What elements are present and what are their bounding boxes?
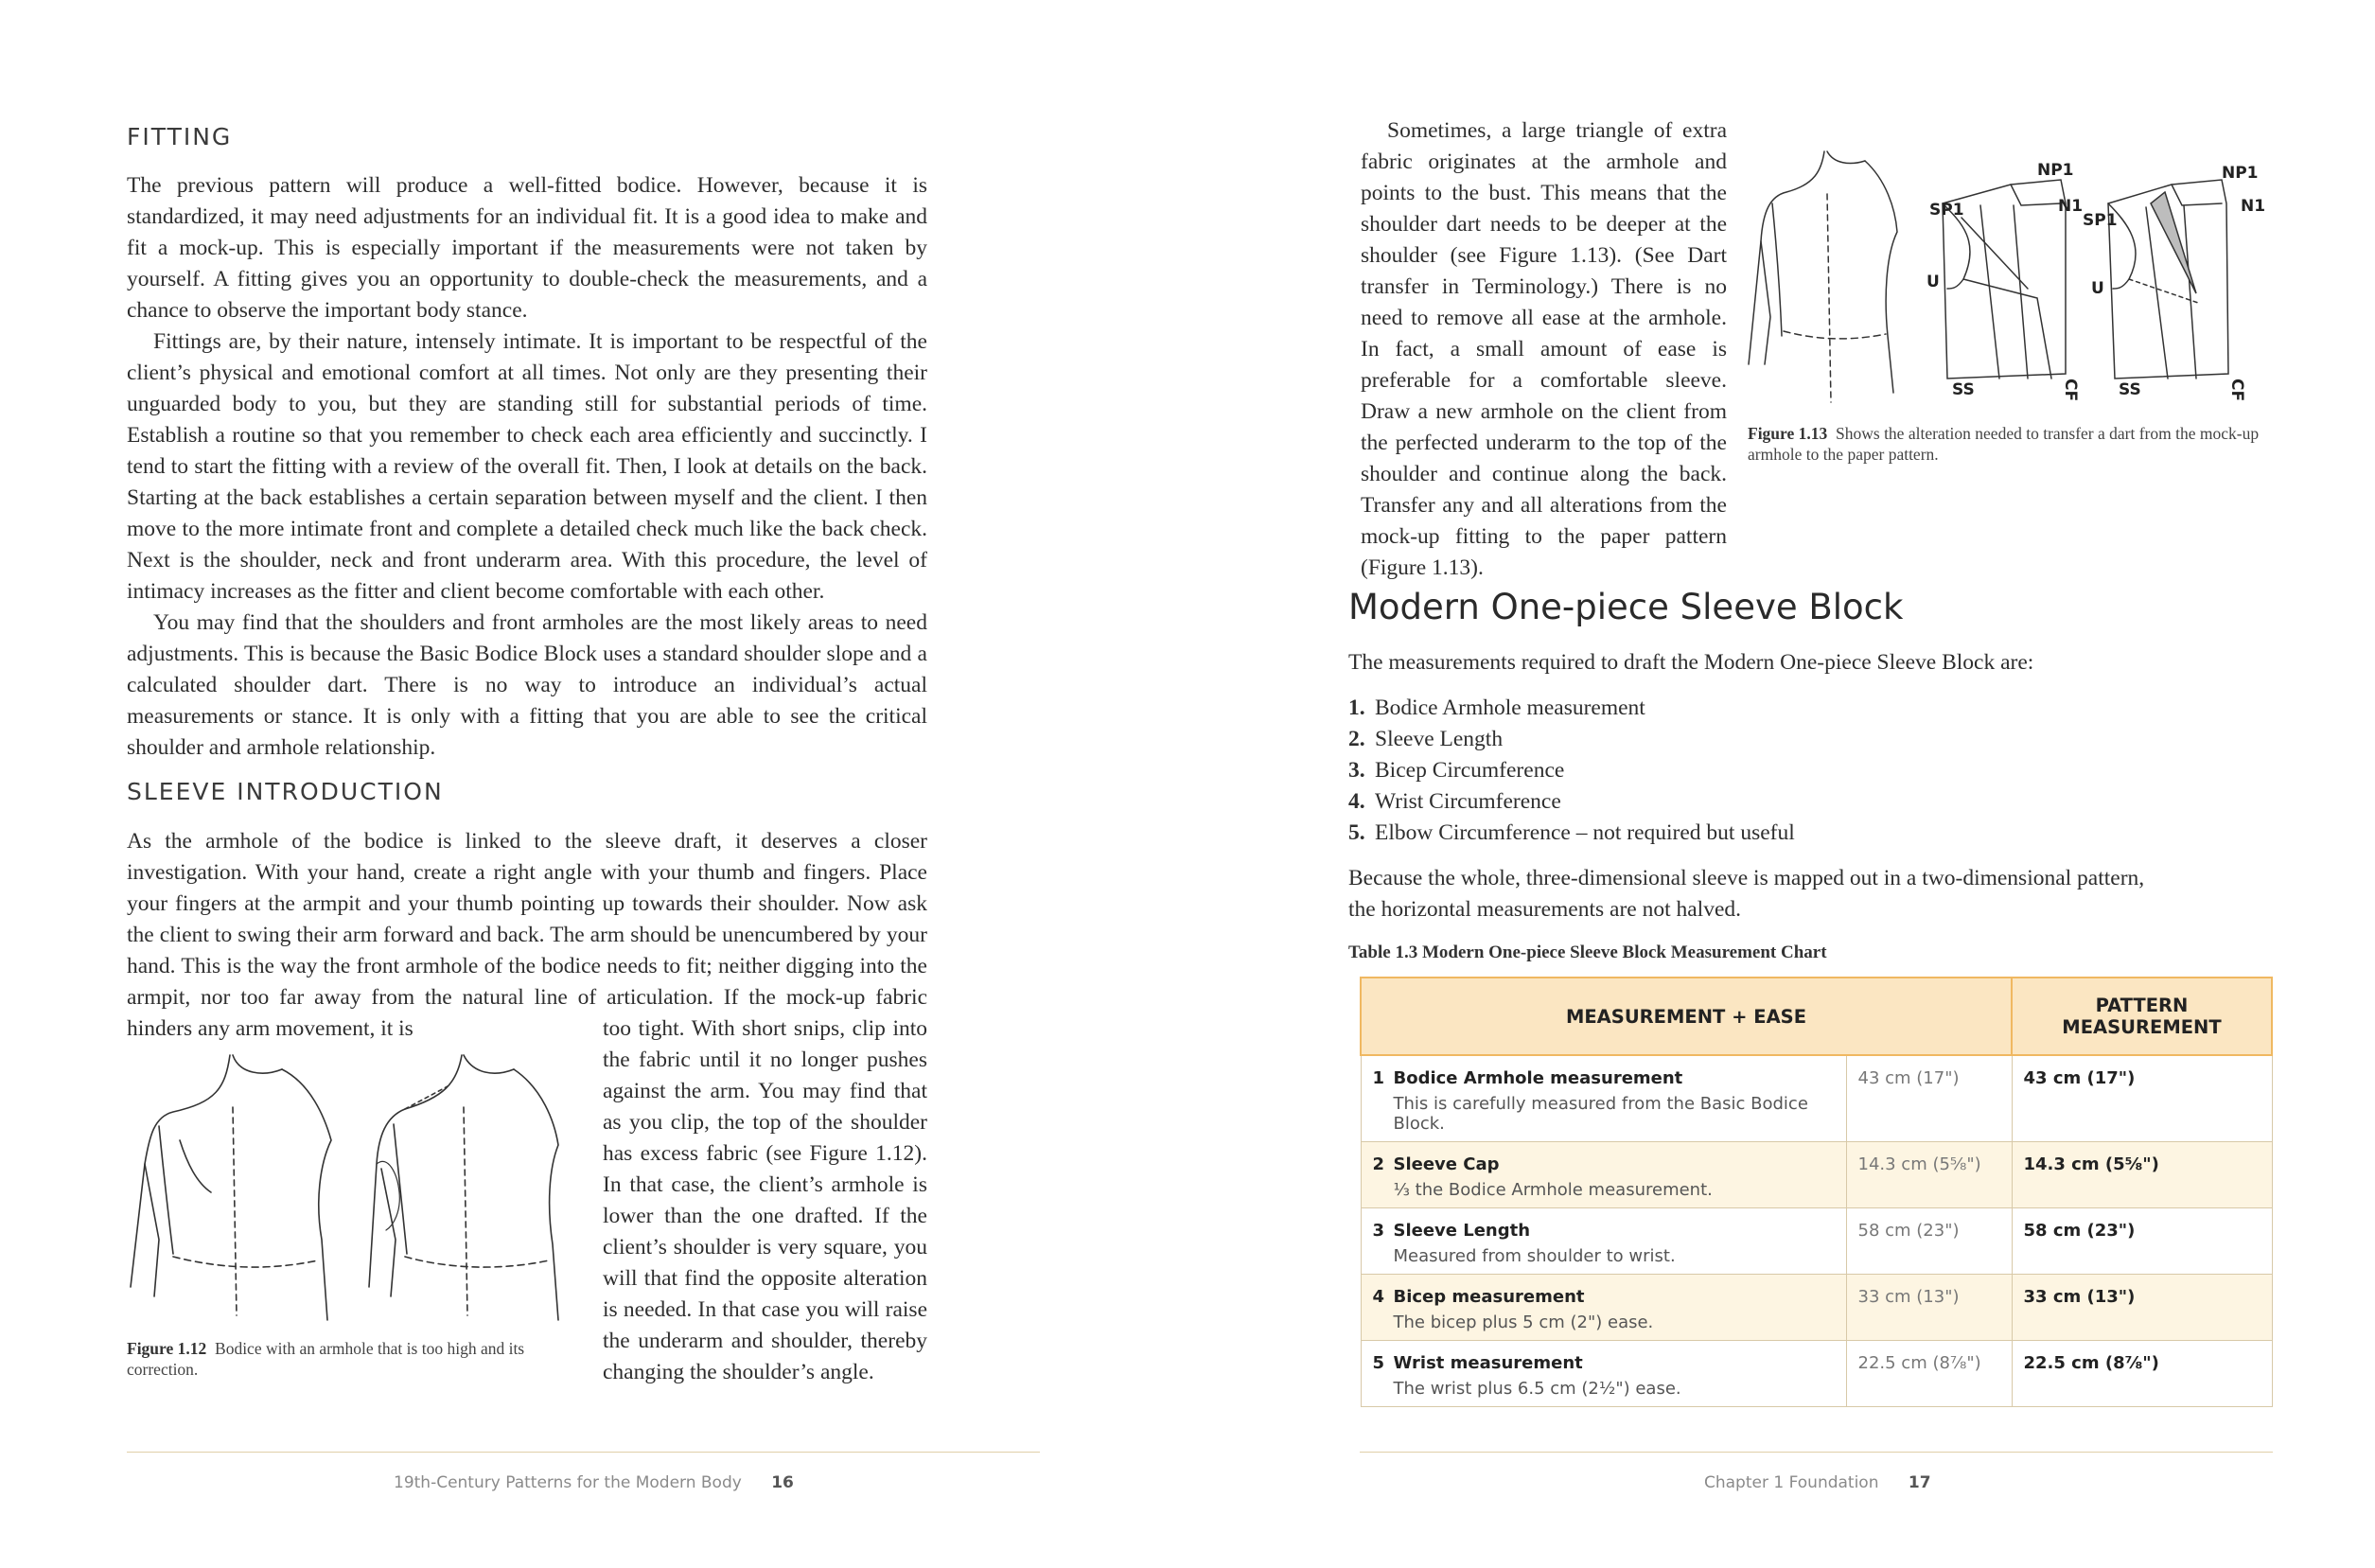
fitting-paragraph-2: Fittings are, by their nature, intensely intimate. It is important to be respectful of the client’s physical and emotional comfort at all times. Not only are they presenting their unguarded body to you, but they are standing still for substantial periods of time. Establish a routine so that you remember to check each area efficiently and succinctly. I tend to start the fitting with a review of the overall fit. Then, I look at details on the back. Starting at the back establishes a certain separation between myself and the client. I then move to the more intimate front and complete a detailed check much like the back check. Next is the shoulder, neck and front underarm area. With this procedure, the level of intimacy increases as the fitter and client become comfortable with each other. bbox=[127, 329, 927, 604]
measurement-chart-table bbox=[1360, 977, 2273, 1407]
measurement-list bbox=[1348, 693, 1795, 849]
table-row: 2 Sleeve Cap ⅓ the Bodice Armhole measurement. 14.3 cm (5⅝") 14.3 cm (5⅝") bbox=[1361, 1142, 2272, 1208]
label-np1-b: NP1 bbox=[2222, 164, 2259, 183]
page-number-17: 17 bbox=[1908, 1473, 1931, 1492]
label-u-b: U bbox=[2091, 279, 2104, 298]
figure-1-12-text: Bodice with an armhole that is too high and its correction. bbox=[127, 1339, 525, 1379]
label-sp1-a: SP1 bbox=[1929, 201, 1964, 220]
sleeve-intro-paragraph: As the armhole of the bodice is linked to the sleeve draft, it deserves a closer investigation. With your hand, create a right angle with your thumb and fingers. Place your fingers at the armpit and your thumb pointing up towards their shoulder. Now ask the client to swing their arm forward and back. The arm should be unencumbered by your hand. This is the way the front armhole of the bodice needs to fit; neither digging into the armpit, nor too far away from the natural line of articulation. If the mock-up fabric hinders any arm movement, it is bbox=[127, 829, 927, 1041]
figure-1-13-text: Shows the alteration needed to transfer a dart from the mock-up armhole to the paper pattern. bbox=[1748, 424, 2260, 464]
label-n1-a: N1 bbox=[2058, 197, 2084, 216]
fitting-paragraph-3: You may find that the shoulders and front armholes are the most likely areas to need adjustments. This is because the Basic Bodice Block uses a standard shoulder slope and a calculated shoulder dart. There is no way to introduce an individual’s actual measurements or stance. It is only with a fitting that you are able to see the critical shoulder and armhole relationship. bbox=[127, 610, 927, 760]
table-row: 1 Bodice Armhole measurement This is carefully measured from the Basic Bodice Block. 43 cm (17") 43 cm (17") bbox=[1361, 1055, 2272, 1142]
page-number-16: 16 bbox=[771, 1473, 794, 1492]
footer-rule-left bbox=[127, 1452, 1040, 1453]
figure-1-12-caption bbox=[127, 1338, 581, 1380]
sleeve-block-note: Because the whole, three-dimensional sleeve is mapped out in a two-dimensional pattern, the horizontal measurements are not halved. bbox=[1348, 866, 2145, 922]
footer-rule-right bbox=[1360, 1452, 2273, 1453]
sleeve-intro-continued bbox=[603, 1013, 927, 1388]
fitting-paragraph-1: The previous pattern will produce a well-fitted bodice. However, because it is standardized, it may need adjustments for an individual fit. It is a good idea to make and fit a mock-up. This is especially important if the measurements were not taken by yourself. A fitting gives you an opportunity to double-check the measurements, and a chance to observe the important body stance. bbox=[127, 173, 927, 323]
header-pattern-measurement: PATTERN MEASUREMENT bbox=[2012, 978, 2272, 1055]
list-item: 3. Bicep Circumference bbox=[1348, 758, 1565, 783]
list-item: 2. Sleeve Length bbox=[1348, 727, 1504, 751]
label-np1-a: NP1 bbox=[2037, 161, 2074, 180]
label-ss-a: SS bbox=[1952, 380, 1975, 399]
fitting-heading: FITTING bbox=[127, 123, 233, 150]
sleeve-intro-heading: SLEEVE INTRODUCTION bbox=[127, 778, 444, 805]
footer-book-title: 19th-Century Patterns for the Modern Body bbox=[394, 1473, 742, 1492]
label-cf-b: CF bbox=[2227, 379, 2246, 402]
list-item: 4. Wrist Circumference bbox=[1348, 789, 1561, 814]
footer-right bbox=[1704, 1473, 1931, 1492]
figure-1-12-illustration bbox=[121, 1050, 585, 1334]
sleeve-intro-paragraph-continued: too tight. With short snips, clip into the fabric until it no longer pushes against the arm. You may find that as you clip, the top of the shoulder has excess fabric (see Figure 1.12). In that case, the client’s armhole is lower than the one drafted. If the client’s shoulder is very square, you will that find the opposite alteration is needed. In that case you will raise the underarm and shoulder, thereby changing the shoulder’s angle. bbox=[603, 1016, 927, 1384]
right-page bbox=[1188, 0, 2375, 1568]
label-u-a: U bbox=[1926, 273, 1940, 291]
figure-1-13-label: Figure 1.13 bbox=[1748, 424, 1828, 443]
table-row: 3 Sleeve Length Measured from shoulder to wrist. 58 cm (23") 58 cm (23") bbox=[1361, 1208, 2272, 1275]
sleeve-intro-body bbox=[127, 826, 927, 1045]
label-sp1-b: SP1 bbox=[2083, 211, 2118, 230]
figure-1-12-label: Figure 1.12 bbox=[127, 1339, 207, 1358]
list-item: 5. Elbow Circumference – not required but useful bbox=[1348, 820, 1795, 845]
alteration-body bbox=[1361, 115, 1727, 584]
figure-1-13-caption bbox=[1748, 423, 2287, 465]
list-item: 1. Bodice Armhole measurement bbox=[1348, 696, 1645, 720]
sleeve-block-title: Modern One-piece Sleeve Block bbox=[1348, 587, 1904, 627]
fitting-body bbox=[127, 170, 927, 764]
table-row: 4 Bicep measurement The bicep plus 5 cm (2") ease. 33 cm (13") 33 cm (13") bbox=[1361, 1275, 2272, 1341]
figure-1-13-illustration bbox=[1744, 147, 2302, 407]
table-row: 5 Wrist measurement The wrist plus 6.5 cm (2½") ease. 22.5 cm (8⅞") 22.5 cm (8⅞") bbox=[1361, 1341, 2272, 1407]
footer-left bbox=[394, 1473, 794, 1492]
alteration-paragraph: Sometimes, a large triangle of extra fabric originates at the armhole and points to the bust. This means that the shoulder dart needs to be deeper at the shoulder (see Figure 1.13). (See Dart transfer in Terminology.) There is no need to remove all ease at the armhole. In fact, a small amount of ease is preferable for a comfortable sleeve. Draw a new armhole on the client from the perfected underarm to the top of the shoulder and continue along the back. Transfer any and all alterations from the mock-up fitting to the paper pattern (Figure 1.13). bbox=[1361, 118, 1727, 580]
label-n1-b: N1 bbox=[2241, 197, 2266, 216]
label-ss-b: SS bbox=[2119, 380, 2141, 399]
sleeve-block-intro: The measurements required to draft the Modern One-piece Sleeve Block are: bbox=[1348, 650, 2034, 675]
label-cf-a: CF bbox=[2061, 379, 2080, 402]
table-caption: Table 1.3 Modern One-piece Sleeve Block Measurement Chart bbox=[1348, 943, 1827, 962]
footer-chapter-title: Chapter 1 Foundation bbox=[1704, 1473, 1879, 1492]
header-measurement-ease: MEASUREMENT + EASE bbox=[1361, 978, 2012, 1055]
